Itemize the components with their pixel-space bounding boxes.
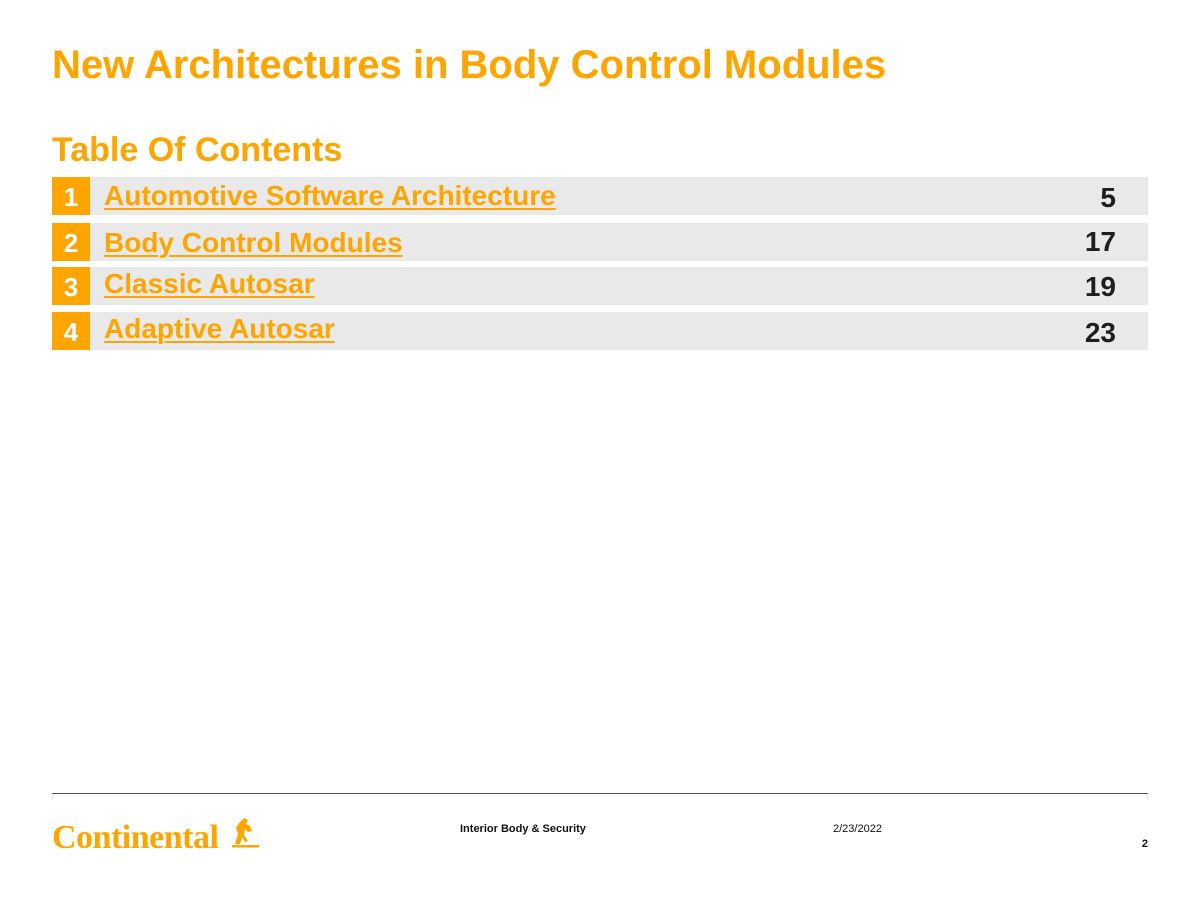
toc-row — [52, 223, 1148, 261]
footer-date: 2/23/2022 — [833, 823, 882, 835]
toc-row — [52, 312, 1148, 350]
footer-department: Interior Body & Security — [460, 823, 586, 835]
footer-page-number: 2 — [1141, 838, 1148, 850]
toc-link-adaptive-autosar[interactable]: Adaptive Autosar — [104, 313, 335, 344]
toc-page-number: 17 — [1084, 226, 1116, 257]
logo-wordmark: Continental — [52, 819, 219, 856]
toc-link-automotive-software-architecture[interactable]: Automotive Software Architecture — [104, 180, 556, 211]
toc-row — [52, 177, 1148, 215]
toc-number-badge: 3 — [52, 267, 90, 305]
footer-divider — [52, 793, 1148, 794]
toc-row — [52, 267, 1148, 305]
toc-number-badge: 1 — [52, 177, 90, 215]
toc-number-badge: 2 — [52, 223, 90, 261]
rearing-horse-icon — [232, 818, 259, 848]
toc-page-number: 5 — [1100, 182, 1116, 213]
toc-link-classic-autosar[interactable]: Classic Autosar — [104, 268, 315, 299]
toc-link-body-control-modules[interactable]: Body Control Modules — [104, 227, 403, 258]
toc-number-badge: 4 — [52, 312, 90, 350]
toc-page-number: 19 — [1084, 271, 1116, 302]
slide-title: New Architectures in Body Control Modules — [52, 43, 887, 87]
toc-page-number: 23 — [1084, 317, 1116, 348]
toc-heading: Table Of Contents — [52, 131, 343, 169]
continental-logo — [52, 814, 262, 858]
